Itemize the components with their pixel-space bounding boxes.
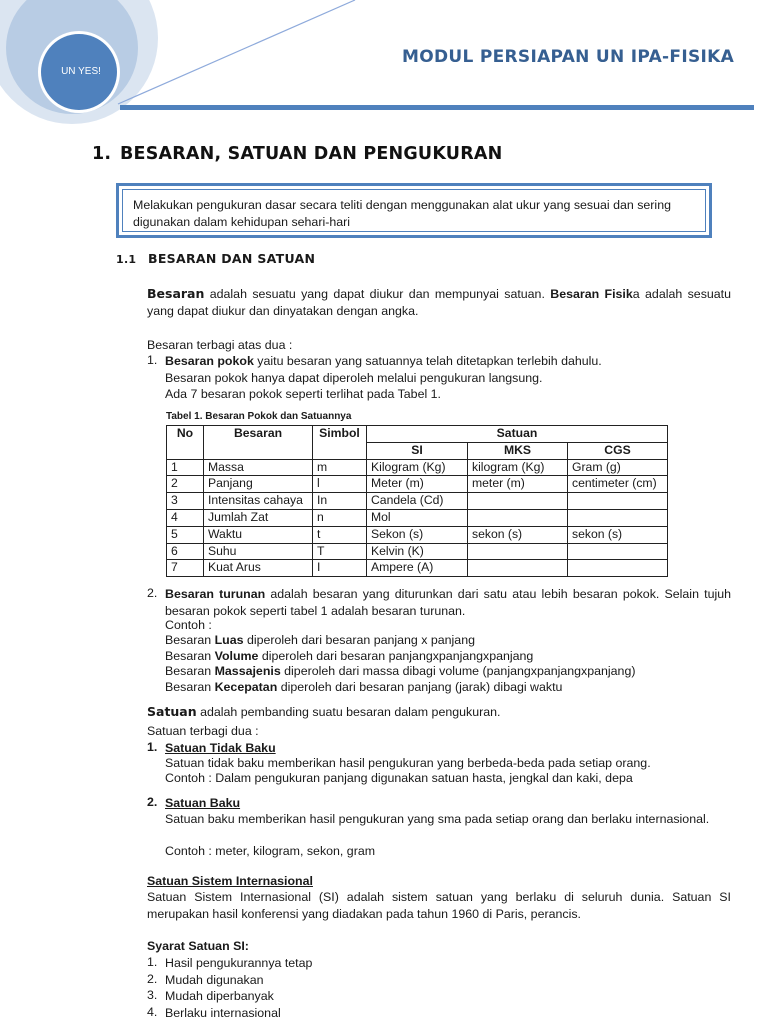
example-pre: Besaran xyxy=(165,633,215,647)
cell-cgs: sekon (s) xyxy=(568,526,668,543)
cell-mks: kilogram (Kg) xyxy=(468,459,568,476)
turunan-example xyxy=(165,632,731,649)
turunan-label: Besaran turunan xyxy=(165,587,266,601)
satuan-definition xyxy=(147,704,731,721)
table-body xyxy=(167,459,668,577)
cell-mks xyxy=(468,493,568,510)
turunan-example xyxy=(165,648,731,665)
besaran-text: adalah sesuatu yang dapat diukur dan mempunyai satuan. xyxy=(204,287,551,301)
turunan-number: 2. xyxy=(147,586,158,600)
chapter-title: BESARAN, SATUAN DAN PENGUKURAN xyxy=(120,144,503,164)
turunan-example xyxy=(165,663,731,680)
header-si: SI xyxy=(367,442,468,459)
table-row xyxy=(167,476,668,493)
cell-cgs: centimeter (cm) xyxy=(568,476,668,493)
besaran-types-intro: Besaran terbagi atas dua : xyxy=(147,338,293,352)
besaran-definition xyxy=(147,286,731,319)
cell-simbol: In xyxy=(313,493,367,510)
example-pre: Besaran xyxy=(165,664,215,678)
cell-cgs: Gram (g) xyxy=(568,459,668,476)
header-simbol: Simbol xyxy=(313,426,367,460)
cell-mks: meter (m) xyxy=(468,476,568,493)
cell-cgs xyxy=(568,509,668,526)
example-post: diperoleh dari besaran panjangxpanjangxpanjang xyxy=(258,648,534,663)
cell-no: 7 xyxy=(167,560,204,577)
section-title: BESARAN DAN SATUAN xyxy=(148,251,316,266)
cell-simbol: T xyxy=(313,543,367,560)
cell-besaran: Intensitas cahaya xyxy=(204,493,313,510)
cell-no: 5 xyxy=(167,526,204,543)
chapter-heading xyxy=(92,144,502,164)
syarat-item: Berlaku internasional xyxy=(165,1005,281,1020)
si-text: Satuan Sistem Internasional (SI) adalah sistem satuan yang berlaku di seluruh dunia. Satuan SI merupakan hasil konferensi yang diadakan pada tahun 1960 di Paris, perancis. xyxy=(147,890,731,921)
pokok-line2: Besaran pokok hanya dapat diperoleh melalui pengukuran langsung. xyxy=(165,371,543,385)
syarat-number: 4. xyxy=(147,1004,158,1019)
table-row xyxy=(167,493,668,510)
cell-no: 1 xyxy=(167,459,204,476)
table-row xyxy=(167,526,668,543)
chapter-number: 1. xyxy=(92,144,112,164)
cell-no: 4 xyxy=(167,509,204,526)
pokok-item xyxy=(165,353,731,370)
cell-cgs xyxy=(568,493,668,510)
syarat-title: Syarat Satuan SI: xyxy=(147,939,249,953)
pokok-line3: Ada 7 besaran pokok seperti terlihat pada Tabel 1. xyxy=(165,387,441,401)
baku-line2: Contoh : meter, kilogram, sekon, gram xyxy=(165,844,376,858)
cell-no: 3 xyxy=(167,493,204,510)
cell-simbol: n xyxy=(313,509,367,526)
example-bold: Kecepatan xyxy=(214,679,278,694)
example-post: diperoleh dari massa dibagi volume (panjangxpanjangxpanjang) xyxy=(280,664,636,678)
satuan-lead: Satuan xyxy=(147,704,197,719)
baku-line1: Satuan baku memberikan hasil pengukuran yang sma pada setiap orang dan berlaku internasional. xyxy=(165,812,710,826)
cell-simbol: m xyxy=(313,459,367,476)
table-row xyxy=(167,543,668,560)
turunan-contoh: Contoh : xyxy=(165,618,212,632)
table-row xyxy=(167,509,668,526)
objective-box xyxy=(116,183,712,238)
besaran-fisik-label: Besaran Fisik xyxy=(550,287,633,301)
example-pre: Besaran xyxy=(165,648,215,663)
pokok-number: 1. xyxy=(147,353,158,367)
cell-besaran: Massa xyxy=(204,459,313,476)
cell-simbol: I xyxy=(313,560,367,577)
syarat-number: 2. xyxy=(147,971,158,986)
header-badge: UN YES! xyxy=(61,66,101,77)
satuan-types-intro: Satuan terbagi dua : xyxy=(147,724,259,738)
turunan-example xyxy=(165,679,731,696)
cell-mks xyxy=(468,509,568,526)
table-caption: Tabel 1. Besaran Pokok dan Satuannya xyxy=(166,411,352,422)
tidak-baku-number: 1. xyxy=(147,740,158,754)
cell-cgs xyxy=(568,560,668,577)
tidak-baku-line1: Satuan tidak baku memberikan hasil pengukuran yang berbeda-beda pada setiap orang. xyxy=(165,756,651,770)
section-number: 1.1 xyxy=(116,253,137,266)
cell-simbol: t xyxy=(313,526,367,543)
cell-si: Sekon (s) xyxy=(367,526,468,543)
pokok-label: Besaran pokok xyxy=(165,354,254,368)
example-bold: Massajenis xyxy=(214,664,281,678)
syarat-number: 1. xyxy=(147,955,158,969)
cell-no: 2 xyxy=(167,476,204,493)
table-row xyxy=(167,560,668,577)
besaran-pokok-table xyxy=(166,425,668,577)
example-post: diperoleh dari besaran panjang (jarak) dibagi waktu xyxy=(277,679,563,694)
header-besaran: Besaran xyxy=(204,426,313,460)
cell-besaran: Panjang xyxy=(204,476,313,493)
tidak-baku-line2: Contoh : Dalam pengukuran panjang digunakan satuan hasta, jengkal dan kaki, depa xyxy=(165,771,633,785)
example-bold: Volume xyxy=(214,648,259,663)
turunan-text: adalah besaran yang diturunkan dari satu atau lebih besaran pokok. Selain tujuh besaran pokok seperti tabel 1 adalah besaran turunan. xyxy=(165,587,731,618)
cell-si: Meter (m) xyxy=(367,476,468,493)
syarat-item: Mudah diperbanyak xyxy=(165,989,274,1003)
si-title: Satuan Sistem Internasional xyxy=(147,874,313,888)
besaran-fisik-text: a adalah sesuatu yang dapat diukur dan dinyatakan dengan angka. xyxy=(147,287,732,318)
cell-si: Mol xyxy=(367,509,468,526)
section-heading xyxy=(116,251,315,266)
syarat-item: Mudah digunakan xyxy=(165,972,264,987)
cell-mks xyxy=(468,560,568,577)
cell-besaran: Kuat Arus xyxy=(204,560,313,577)
module-title: MODUL PERSIAPAN UN IPA-FISIKA xyxy=(402,47,735,67)
cell-mks: sekon (s) xyxy=(468,526,568,543)
cell-si: Candela (Cd) xyxy=(367,493,468,510)
turunan-item xyxy=(165,586,731,619)
header-mks: MKS xyxy=(468,442,568,459)
baku-number: 2. xyxy=(147,795,158,809)
cell-no: 6 xyxy=(167,543,204,560)
header-rule xyxy=(120,105,754,110)
besaran-lead: Besaran xyxy=(147,286,205,301)
table-row xyxy=(167,459,668,476)
cell-besaran: Jumlah Zat xyxy=(204,509,313,526)
cell-si: Ampere (A) xyxy=(367,560,468,577)
example-post: diperoleh dari besaran panjang x panjang xyxy=(243,633,475,647)
cell-cgs xyxy=(568,543,668,560)
baku-title: Satuan Baku xyxy=(165,796,241,810)
tidak-baku-title: Satuan Tidak Baku xyxy=(165,741,276,755)
satuan-text: adalah pembanding suatu besaran dalam pengukuran. xyxy=(196,705,501,719)
syarat-number: 3. xyxy=(147,988,158,1002)
header-cgs: CGS xyxy=(568,442,668,459)
syarat-item: Hasil pengukurannya tetap xyxy=(165,956,313,970)
example-bold: Luas xyxy=(214,633,244,647)
header-no: No xyxy=(167,426,204,460)
cell-si: Kilogram (Kg) xyxy=(367,459,468,476)
cell-mks xyxy=(468,543,568,560)
cell-simbol: l xyxy=(313,476,367,493)
objective-text: Melakukan pengukuran dasar secara teliti dengan menggunakan alat ukur yang sesuai dan sering digunakan dalam kehidupan sehari-hari xyxy=(122,189,706,232)
cell-besaran: Waktu xyxy=(204,526,313,543)
example-pre: Besaran xyxy=(165,679,215,694)
header-satuan: Satuan xyxy=(367,426,668,443)
cell-besaran: Suhu xyxy=(204,543,313,560)
cell-si: Kelvin (K) xyxy=(367,543,468,560)
pokok-text: yaitu besaran yang satuannya telah ditetapkan terlebih dahulu. xyxy=(253,354,602,368)
